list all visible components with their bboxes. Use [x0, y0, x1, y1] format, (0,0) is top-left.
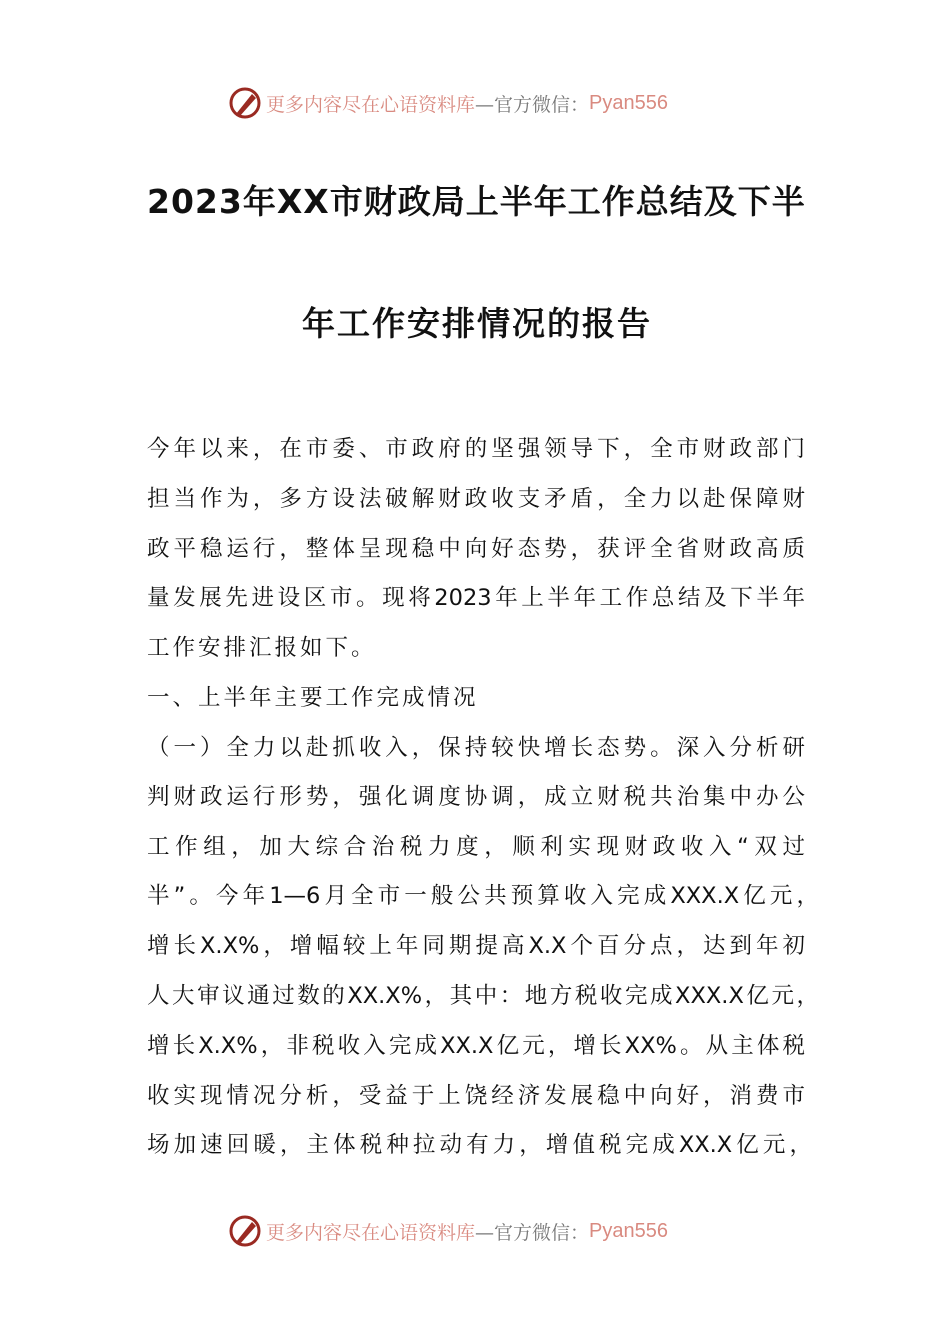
- body-line: 工作组，加大综合治税力度，顺利实现财政收入“双过: [147, 834, 805, 860]
- document-title-line1: 2023年XX市财政局上半年工作总结及下半: [147, 182, 806, 221]
- body-line: 判财政运行形势，强化调度协调，成立财税共治集中办公: [147, 784, 805, 810]
- watermark-wechat-label: —官方微信：: [475, 93, 590, 116]
- body-line: 人大审议通过数的XX.X%，其中：地方税收完成XXX.X亿元，: [147, 983, 819, 1009]
- body-line: 政平稳运行，整体呈现稳中向好态势，获评全省财政高质: [147, 536, 805, 562]
- body-line: 今年以来，在市委、市政府的坚强领导下，全市财政部门: [147, 436, 805, 462]
- body-line: 半”。今年1—6月全市一般公共预算收入完成XXX.X亿元，: [147, 883, 819, 909]
- section-heading: 一、上半年主要工作完成情况: [147, 685, 479, 711]
- body-line: 增长X.X%，增幅较上年同期提高X.X个百分点，达到年初: [147, 933, 805, 959]
- body-line: 量发展先进设区市。现将2023年上半年工作总结及下半年: [147, 585, 805, 611]
- watermark-wechat-id: Pyan556: [589, 91, 668, 114]
- watermark-wechat-label: —官方微信：: [475, 1221, 590, 1244]
- watermark-wechat-id: Pyan556: [589, 1219, 668, 1242]
- pen-logo-icon: [228, 1214, 262, 1248]
- pen-logo-icon: [228, 86, 262, 120]
- watermark-footer: [228, 1211, 668, 1251]
- body-line: 增长X.X%，非税收入完成XX.X亿元，增长XX%。从主体税: [147, 1033, 805, 1059]
- body-line: 工作安排汇报如下。: [147, 635, 377, 661]
- document-title-line2: 年工作安排情况的报告: [302, 304, 652, 343]
- watermark-header: [228, 83, 668, 123]
- watermark-text: 更多内容尽在心语资料库: [266, 93, 476, 116]
- body-line: 收实现情况分析，受益于上饶经济发展稳中向好，消费市: [147, 1083, 805, 1109]
- body-line: （一）全力以赴抓收入，保持较快增长态势。深入分析研: [147, 735, 805, 761]
- watermark-text: 更多内容尽在心语资料库: [266, 1221, 476, 1244]
- body-line: 担当作为，多方设法破解财政收支矛盾，全力以赴保障财: [147, 486, 805, 512]
- body-line: 场加速回暖，主体税种拉动有力，增值税完成XX.X亿元，: [147, 1132, 812, 1158]
